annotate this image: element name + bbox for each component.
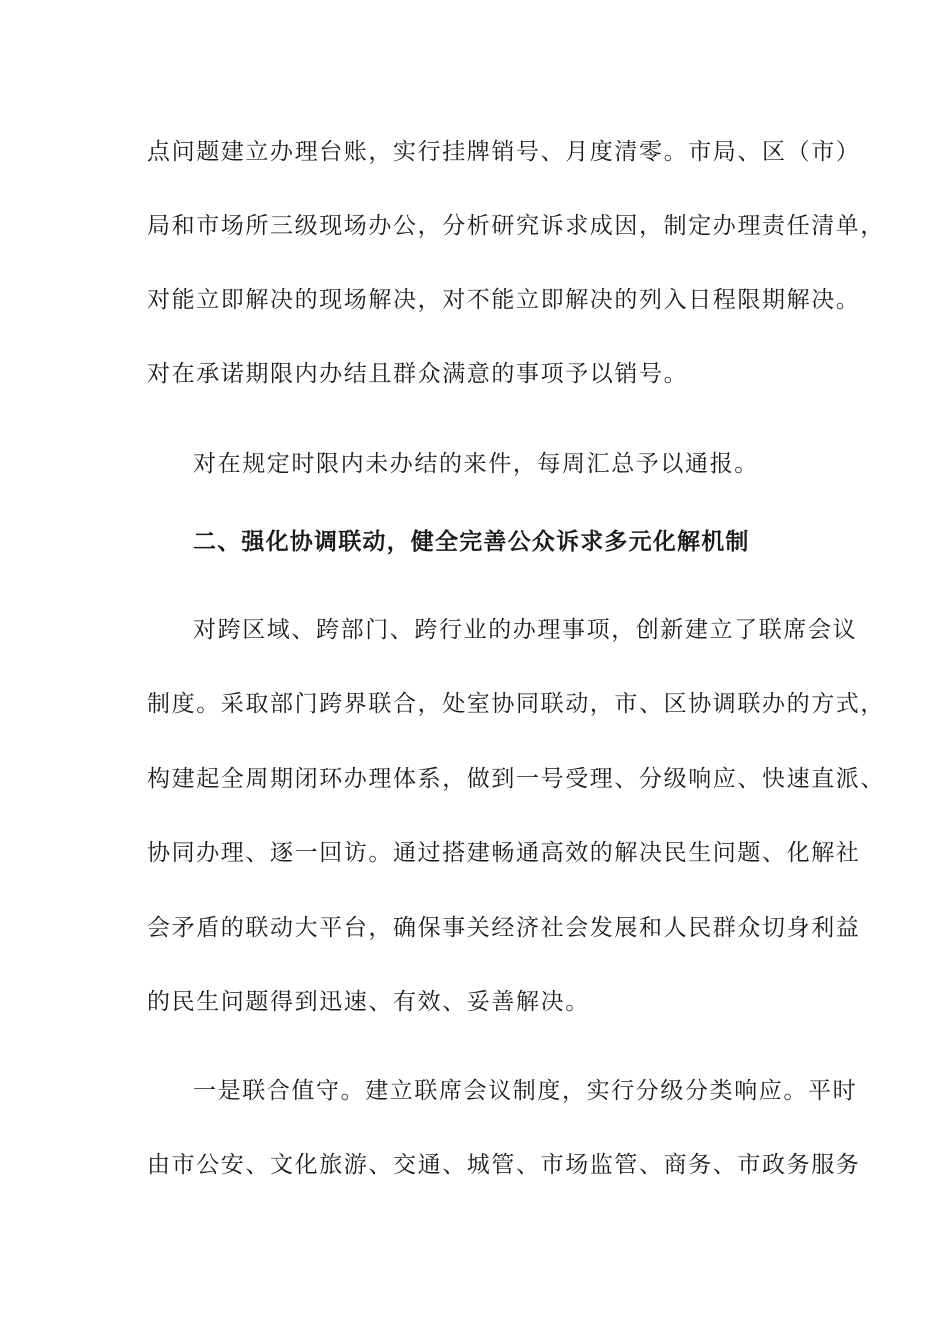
paragraph-line: 协同办理、逐一回访。通过搭建畅通高效的解决民生问题、化解社 <box>147 840 861 866</box>
paragraph-line: 局和市场所三级现场办公，分析研究诉求成因，制定办理责任清单， <box>147 213 885 239</box>
section-heading: 二、强化协调联动，健全完善公众诉求多元化解机制 <box>193 529 750 555</box>
paragraph-line: 对能立即解决的现场解决，对不能立即解决的列入日程限期解决。 <box>147 287 861 313</box>
paragraph-line: 构建起全周期闭环办理体系，做到一号受理、分级响应、快速直派、 <box>147 766 885 792</box>
paragraph-line: 对在承诺期限内办结且群众满意的事项予以销号。 <box>147 361 689 387</box>
paragraph-line: 由市公安、文化旅游、交通、城管、市场监管、商务、市政务服务 <box>147 1152 861 1178</box>
paragraph-line: 会矛盾的联动大平台，确保事关经济社会发展和人民群众切身利益 <box>147 915 861 941</box>
paragraph-line: 对跨区域、跨部门、跨行业的办理事项，创新建立了联席会议 <box>193 617 858 643</box>
paragraph-line: 对在规定时限内未办结的来件，每周汇总予以通报。 <box>193 451 759 477</box>
paragraph-line: 的民生问题得到迅速、有效、妥善解决。 <box>147 989 590 1015</box>
paragraph-line: 点问题建立办理台账，实行挂牌销号、月度清零。市局、区（市） <box>147 139 861 165</box>
paragraph-line: 制度。采取部门跨界联合，处室协同联动，市、区协调联办的方式， <box>147 691 885 717</box>
paragraph-line: 一是联合值守。建立联席会议制度，实行分级分类响应。平时 <box>193 1078 858 1104</box>
